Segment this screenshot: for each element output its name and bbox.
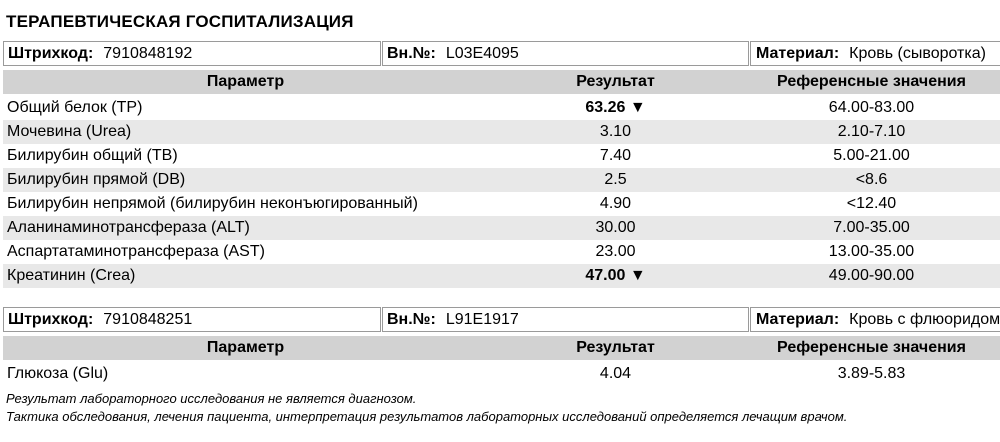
page-title: ТЕРАПЕВТИЧЕСКАЯ ГОСПИТАЛИЗАЦИЯ — [6, 12, 354, 31]
param-name: Креатинин (Crea) — [3, 264, 488, 288]
material-field — [750, 307, 1000, 332]
param-name: Билирубин прямой (DB) — [3, 168, 488, 192]
internal-number-label: Вн.№: — [387, 311, 436, 328]
table-row — [3, 264, 1000, 288]
ref-range: 13.00-35.00 — [828, 243, 915, 260]
header-result: Результат — [488, 70, 743, 95]
header-ref: Референсные значения — [743, 70, 1000, 95]
param-name: Билирубин общий (TB) — [7, 147, 178, 164]
param-name: Аланинаминотрансфераза (ALT) — [3, 216, 488, 240]
table-row — [3, 144, 1000, 168]
ref-range: <8.6 — [743, 168, 1000, 192]
table-header — [3, 70, 1000, 95]
table-row — [3, 120, 1000, 144]
internal-number-field — [382, 307, 749, 332]
result-value: 47.00 ▼ — [488, 264, 743, 288]
table-row — [3, 361, 1000, 386]
ref-range: 2.10-7.10 — [743, 120, 1000, 144]
material-label: Материал: — [756, 45, 840, 62]
ref-range: 3.89-5.83 — [837, 365, 906, 382]
result-value: 30.00 — [488, 216, 743, 240]
ref-range: 5.00-21.00 — [833, 147, 910, 164]
param-name: Глюкоза (Glu) — [7, 365, 109, 382]
barcode-label: Штрихкод: — [8, 311, 94, 328]
panel-1-meta — [0, 41, 1000, 66]
barcode-field — [3, 41, 381, 66]
material-value: Кровь с флюоридом — [849, 311, 1000, 328]
result-value: 2.5 — [488, 168, 743, 192]
result-value: 63.26 ▼ — [585, 99, 646, 116]
ref-range: 64.00-83.00 — [828, 99, 915, 116]
table-row — [3, 240, 1000, 264]
ref-range: <12.40 — [846, 195, 897, 212]
result-value: 3.10 — [488, 120, 743, 144]
header-result: Результат — [488, 336, 743, 361]
result-value: 7.40 — [599, 147, 632, 164]
results-table-1 — [3, 70, 1000, 288]
header-ref: Референсные значения — [743, 336, 1000, 361]
barcode-value: 7910848192 — [103, 45, 193, 62]
ref-range: 7.00-35.00 — [743, 216, 1000, 240]
table-row — [3, 192, 1000, 216]
barcode-label: Штрихкод: — [8, 45, 94, 62]
result-value: 4.04 — [599, 365, 632, 382]
table-row — [3, 216, 1000, 240]
param-name: Аспартатаминотрансфераза (AST) — [7, 243, 265, 260]
material-label: Материал: — [756, 311, 840, 328]
table-header — [3, 336, 1000, 361]
material-field — [750, 41, 1000, 66]
results-table-2 — [3, 336, 1000, 386]
material-value: Кровь (сыворотка) — [849, 45, 986, 62]
footnote-interpretation: Тактика обследования, лечения пациента, интерпретация результатов лабораторных исследований определяется лечащим врачом. — [6, 409, 848, 424]
result-value: 23.00 — [595, 243, 636, 260]
internal-number-label: Вн.№: — [387, 45, 436, 62]
internal-number-field — [382, 41, 749, 66]
barcode-value: 7910848251 — [103, 311, 193, 328]
internal-number-value: L91E1917 — [445, 311, 519, 328]
internal-number-value: L03E4095 — [445, 45, 519, 62]
result-value: 4.90 — [599, 195, 632, 212]
table-row — [3, 168, 1000, 192]
param-name: Билирубин непрямой (билирубин неконъюгированный) — [7, 195, 418, 212]
param-name: Мочевина (Urea) — [3, 120, 488, 144]
ref-range: 49.00-90.00 — [743, 264, 1000, 288]
header-param: Параметр — [3, 336, 488, 361]
param-name: Общий белок (TP) — [7, 99, 143, 116]
barcode-field — [3, 307, 381, 332]
footnote-disclaimer: Результат лабораторного исследования не является диагнозом. — [6, 391, 417, 406]
panel-2-meta — [0, 307, 1000, 332]
table-row — [3, 95, 1000, 120]
header-param: Параметр — [3, 70, 488, 95]
